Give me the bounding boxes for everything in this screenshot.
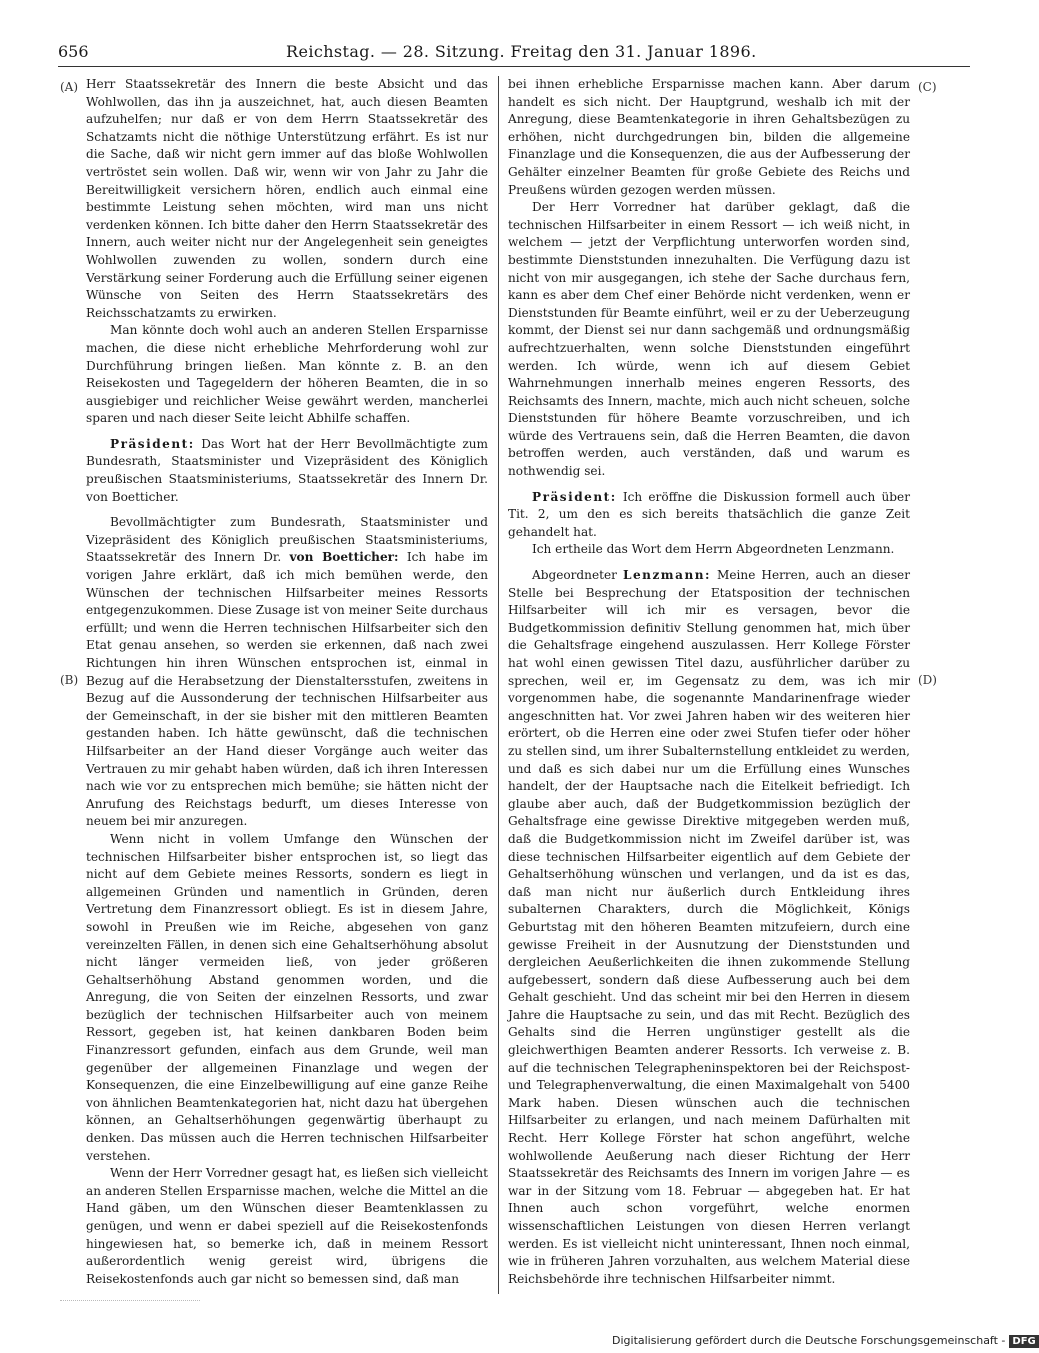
margin-label-c: (C)	[918, 80, 937, 94]
right-paragraph-1: bei ihnen erhebliche Ersparnisse machen kann. Aber darum handelt es sich nicht. Der Hauptgrund, weshalb ich mit der Anregung, diese Beamtenkategorie in ihren Gehaltsbezügen zu erhöhen, nicht durchgedrungen bin, bilden die allgemeine Finanzlage und die Konsequenzen, die aus der Aufbesserung der Gehälter einzelner Beamten für große Gebiete des Reichs und Preußens würden gezogen werden müssen.	[508, 77, 910, 197]
left-paragraph-1: Herr Staatssekretär des Innern die beste Absicht und das Wohlwollen, das ihn ja auszeichnet, hat, auch diesen Beamten aufzuhelfen; nur daß er von dem Herrn Staatssekretär des Schatzamts nicht die nöthige Unterstützung erfährt. Es ist nur die Sache, daß wir nicht gern immer auf das bloße Wohlwollen vertröstet sein wollen. Daß wir, wenn wir von Jahr zu Jahr die Bereitwilligkeit versichern hören, endlich auch einmal eine bestimmte Leistung sehen möchten, wird man uns nicht verdenken können. Ich bitte daher den Herrn Staatssekretär des Innern, auch weiter nicht nur der Angelegenheit sein geneigtes Wohlwollen zuwenden zu wollen, sondern durch eine Verstärkung seiner Forderung auch die Erfüllung seiner eigenen Wünsche von Seiten des Herrn Staatssekretärs des Reichsschatzamts zu erwirken.	[86, 77, 488, 320]
speaker-name: Lenzmann:	[622, 568, 711, 583]
running-title: Reichstag. — 28. Sitzung. Freitag den 31. Januar 1896.	[286, 42, 757, 61]
footer	[612, 1334, 1039, 1348]
right-paragraph-3	[508, 489, 910, 542]
scan-artifact	[60, 1300, 200, 1301]
speaker-intro: Bevollmächtigter zum Bundesrath, Staatsminister und Vizepräsident des Königlich preußischen Staatsministeriums, Staatssekretär des Innern Dr.	[86, 515, 488, 565]
left-column	[86, 76, 488, 1288]
left-paragraph-4-text: Ich habe im vorigen Jahre erklärt, daß ich mich bemühen werde, den Wünschen der technischen Hilfsarbeiter meines Ressorts entgegenzukommen. Diese Zusage ist von meiner Seite durchaus erfüllt; und wenn die Herren technischen Hilfsarbeiter sich den Etat genau ansehen, so werden sie erkennen, daß nach zwei Richtungen hin ihren Wünschen entsprochen ist, einmal in Bezug auf die Herabsetzung der Dienstaltersstufen, zweitens in Bezug auf die Aussonderung der technischen Hilfsarbeiter aus der Gemeinschaft, in der sie bisher mit den mittleren Beamten gestanden haben. Ich hätte gewünscht, daß die technischen Hilfsarbeiter an der Hand dieser Vorgänge auch weiter das Vertrauen zu mir gehabt haben würden, daß ich ihren Interessen nach wie vor zu entsprechen mich bemühe; sie hätten nicht der Anrufung des Reichstags bedurft, um dieses Interesse von neuem bei mir anzuregen.	[86, 550, 488, 829]
right-paragraph-4: Ich ertheile das Wort dem Herrn Abgeordneten Lenzmann.	[532, 542, 895, 557]
left-paragraph-2: Man könnte doch wohl auch an anderen Stellen Ersparnisse machen, die diese nicht erhebliche Mehrforderung wohl zur Durchführung bringen ließen. Man könnte z. B. an den Reisekosten und Tagegeldern der höheren Beamten, die in so ausgiebiger und reichlicher Weise gewährt werden, mancherlei sparen und nach dieser Seite leicht Abhilfe schaffen.	[86, 323, 488, 426]
margin-label-a: (A)	[60, 80, 79, 94]
page-header	[58, 42, 968, 68]
left-paragraph-5: Wenn nicht in vollem Umfange den Wünschen der technischen Hilfsarbeiter bisher entsprochen ist, so liegt das nicht auf dem Gebiete meines Ressorts, sondern es liegt in allgemeinen Gründen und namentlich in Gründen, deren Vertretung dem Finanzressort obliegt. Es ist in diesem Jahre, sowohl in Preußen wie im Reiche, abgesehen von ganz vereinzelten Fällen, in denen sich eine Gehaltserhöhung absolut nicht länger vermeiden ließ, von jeder größeren Gehaltserhöhung Abstand genommen worden, und die Anregung, die von Seiten der einzelnen Ressorts, und zwar bezüglich der technischen Hilfsarbeiter auch von meinem Ressort, gegeben ist, hat keinen dankbaren Boden beim Finanzressort gefunden, einfach aus dem Grunde, weil man gegenüber der allgemeinen Finanzlage und wegen der Konsequenzen, die eine Einzelbewilligung auf eine ganze Reihe von ähnlichen Beamtenkategorien hat, nicht dazu hat übergehen können, an Gehaltserhöhungen gegenwärtig überhaupt zu denken. Das müssen auch die Herren technischen Hilfsarbeiter verstehen.	[86, 831, 488, 1163]
left-paragraph-4	[86, 514, 488, 831]
speaker-name: von Boetticher:	[289, 550, 399, 565]
left-paragraph-6: Wenn der Herr Vorredner gesagt hat, es ließen sich vielleicht an anderen Stellen Ersparnisse machen, welche die Mittel an die Hand gäben, um den Wünschen dieser Beamtenklassen zu genügen, und wenn er dabei speziell auf die Reisekostenfonds hingewiesen hat, so bemerke ich, daß in meinem Ressort außerordentlich wenig gereist wird, übrigens die Reisekostenfonds auch gar nicht so bemessen sind, daß man	[86, 1166, 488, 1286]
speaker-label: Präsident:	[110, 436, 195, 451]
margin-label-b: (B)	[60, 673, 79, 687]
left-paragraph-3-text: Das Wort hat der Herr Bevollmächtigte zum Bundesrath, Staatsminister und Vizepräsident des Königlich preußischen Staatsministeriums, Staatssekretär des Innern Dr. von Boetticher.	[86, 436, 488, 504]
right-column	[508, 76, 910, 1288]
right-paragraph-2: Der Herr Vorredner hat darüber geklagt, daß die technischen Hilfsarbeiter in einem Ressort — ich weiß nicht, in welchem — jetzt der Verpflichtung unterworfen worden sind, bestimmte Dienststunden innezuhalten. Die Verfügung dazu ist nicht von mir ausgegangen, ich stehe der Sache durchaus fern, kann es aber dem Chef einer Behörde nicht verdenken, wenn er Dienststunden für Beamte einführt, weil er zu der Ueberzeugung kommt, der Dienst sei nur dann sachgemäß und ordnungsmäßig aufrechtzuerhalten, wenn solche Dienststunden eingeführt werden. Ich würde, wenn ich auf diesem Gebiet Wahrnehmungen innerhalb meines engeren Ressorts, des Reichsamts des Innern, machte, mich auch nicht scheuen, solche Dienststunden für höhere Beamte vorzuschreiben, und ich würde des Vertrauens sein, daß die Herren Beamten, die davon betroffen werden, auch verständen, daß und warum es nothwendig sei.	[508, 200, 910, 479]
header-rule	[58, 66, 970, 67]
page-number: 656	[58, 42, 89, 61]
speaker-intro: Abgeordneter	[532, 568, 623, 583]
column-divider	[498, 76, 499, 1294]
speaker-label: Präsident:	[532, 489, 617, 504]
margin-label-d: (D)	[918, 673, 937, 687]
dfg-logo: DFG	[1009, 1335, 1038, 1348]
right-paragraph-3-text: Ich eröffne die Diskussion formell auch über Tit. 2, um den es sich bereits thatsächlich die ganze Zeit gehandelt hat.	[508, 489, 910, 539]
right-paragraph-5-text: Meine Herren, auch an dieser Stelle bei Besprechung der Etatsposition der technischen Hilfsarbeiter will ich mir es versagen, bevor die Budgetkommission definitiv Stellung genommen hat, mich über die Gehaltsfrage eingehend auszulassen. Herr Kollege Förster hat wohl einen gewissen Titel dazu, ausführlicher darüber zu sprechen, weil er, im Gegensatz zu dem, was ich mir vorgenommen habe, die sogenannte Mandarinenfrage wieder angeschnitten hat. Vor zwei Jahren haben wir des weiteren hier erörtert, ob die Herren eine oder zwei Stufen tiefer oder höher zu stellen sind, um ihrer Subalternstellung entkleidet zu werden, und daß es sich dabei nur um die Erfüllung eines Wunsches handelt, der der Hauptsache nach die Eitelkeit befriedigt. Ich glaube aber auch, daß der Budgetkommission bezüglich der Gehaltsfrage eine gewisse Direktive mitgegeben werden muß, daß die Budgetkommission nicht im Zweifel darüber ist, was diese technischen Hilfsarbeiter eigentlich auf dem Gebiete der Gehaltserhöhung wünschen und verlangen, und da ist es das, daß man nicht nur äußerlich durch Entkleidung ihres subalternen Charakters, durch die Möglichkeit, Königs Geburtstag mit den höheren Beamten mitzufeiern, durch eine gewisse Freiheit in der Ausnutzung der Dienststunden und dergleichen Aeußerlichkeiten die ihnen zukommende Stellung aufgebessert, sondern daß diese Aufbesserung auch bei dem Gehalt geschieht. Und das scheint mir bei den Herren in diesem Jahre die Hauptsache zu sein, und das mit Recht. Bezüglich des Gehalts sind die Herren ungünstiger gestellt als die gleichwerthigen Beamten anderer Ressorts. Ich verweise z. B. auf die technischen Telegrapheninspektoren bei der Reichspost- und Telegraphenverwaltung, die einen Maximalgehalt von 5400 Mark haben. Diesen wünschen auch die technischen Hilfsarbeiter zu erlangen, und nach meinem Dafürhalten mit Recht. Herr Kollege Förster hat schon angeführt, welche wohlwollende Aeußerung nach dieser Richtung der Herr Staatssekretär des Reichsamts des Innern im vorigen Jahre — es war in der Sitzung vom 18. Februar — abgegeben hat. Er hat Ihnen auch schon vorgeführt, welche enormen wissenschaftlichen Leistungen von diesen Herren verlangt werden. Es ist vielleicht nicht uninteressant, Ihnen noch einmal, wie in früheren Jahren vorzuhalten, aus welchem Material diese Reichsbehörde ihre technischen Hilfsarbeiter nimmt.	[508, 568, 910, 1286]
footer-text: Digitalisierung gefördert durch die Deutsche Forschungsgemeinschaft -	[612, 1334, 1006, 1347]
left-paragraph-3	[86, 436, 488, 506]
right-paragraph-5	[508, 567, 910, 1288]
